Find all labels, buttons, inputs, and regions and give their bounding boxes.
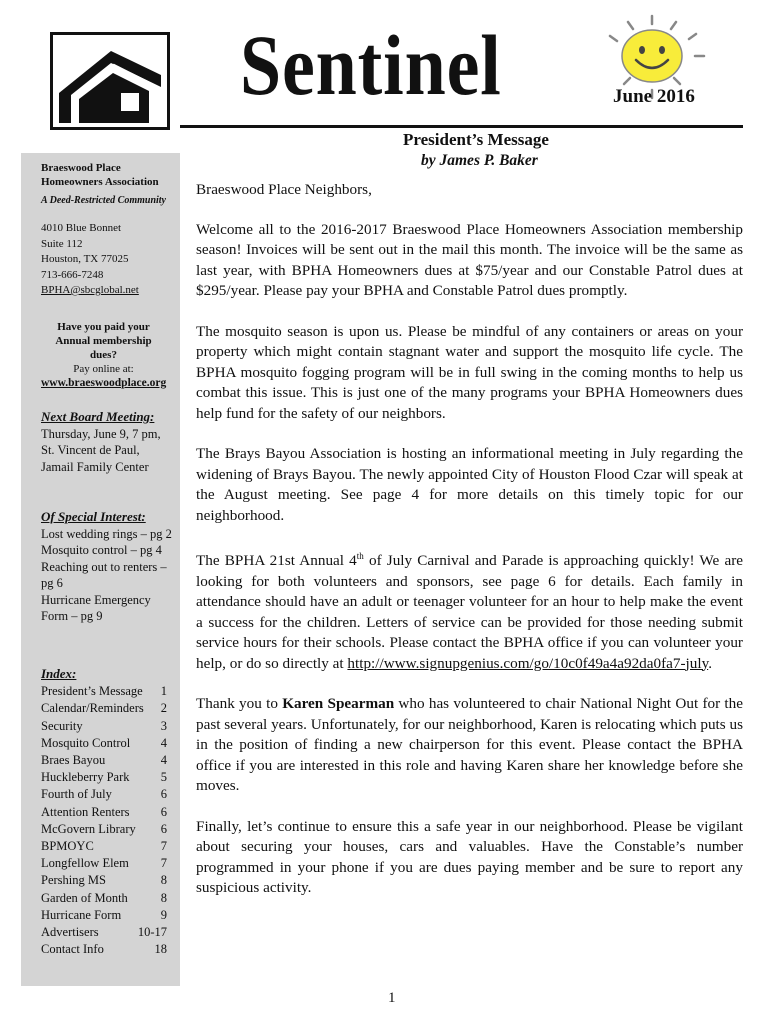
index-page: 18 <box>154 942 167 957</box>
interest-item: Mosquito control – pg 4 <box>41 543 162 557</box>
index-label: Security <box>41 718 83 733</box>
index-row <box>41 821 167 838</box>
index-row <box>41 700 167 717</box>
index-row <box>41 907 167 924</box>
header-divider <box>180 125 743 128</box>
dues-question: Have you paid your Annual membership dues? <box>55 321 152 361</box>
index-page: 6 <box>160 787 167 802</box>
index-heading: Index: <box>41 666 77 681</box>
issue-date: June 2016 <box>613 86 695 107</box>
index-page: 3 <box>160 718 167 733</box>
carnival-text-body: of July Carnival and Parade is approaching quickly! We are looking for both volunteers and sponsors, see page 6 for details. Each family in attendance should have an adult or teenager volunteer for an hour to help make the event a success for the children. Letters of service can be provided for those needing submit service hours for their schools. Please contact the BPHA office if you can volunteer your help, or do so directly at <box>196 552 743 672</box>
paragraph-mosquito: The mosquito season is upon us. Please be mindful of any containers or areas on your property which might contain stagnant water and support the mosquito life cycle. The BPHA mosquito fogging program will be in full swing in the coming months to help us combat this issue. This is just one of the many programs your BPHA Homeowners dues help fund for the safety of our neighbors. <box>196 322 743 422</box>
index-label: Calendar/Reminders <box>41 701 144 716</box>
index-row <box>41 683 167 700</box>
index-label: McGovern Library <box>41 821 136 836</box>
index-row <box>41 890 167 907</box>
org-tagline: A Deed-Restricted Community <box>41 195 166 206</box>
website-link[interactable]: www.braeswoodplace.org <box>41 377 167 389</box>
email-link[interactable]: BPHA@sbcglobal.net <box>41 284 139 296</box>
contact-address <box>41 221 139 299</box>
greeting: Braeswood Place Neighbors, <box>196 181 372 198</box>
index-label: Hurricane Form <box>41 907 122 922</box>
index-page: 9 <box>160 907 167 922</box>
paragraph-safety: Finally, let’s continue to ensure this a safe year in our neighborhood. Please be vigilant about securing your houses, cars and valuables. Have the Constable’s number programmed in your phone if you are dues paying member and be sure to report any suspicious activity. <box>196 817 743 897</box>
index-label: Huckleberry Park <box>41 770 130 785</box>
dues-reminder <box>41 320 166 390</box>
index-label: Longfellow Elem <box>41 856 129 871</box>
house-logo-icon <box>53 35 167 127</box>
special-interest-heading: Of Special Interest: <box>41 509 146 524</box>
index-page: 10-17 <box>137 925 167 940</box>
index-row <box>41 872 167 889</box>
index-row <box>41 804 167 821</box>
index-label: Attention Renters <box>41 804 130 819</box>
carnival-text-start: The BPHA 21st Annual 4 <box>196 552 357 570</box>
interest-item: Hurricane Emergency Form – pg 9 <box>41 592 151 623</box>
organization-name <box>41 161 159 189</box>
index-page: 8 <box>160 890 167 905</box>
board-meeting-heading: Next Board Meeting: <box>41 409 155 424</box>
index-label: Garden of Month <box>41 890 128 905</box>
index-row <box>41 752 167 769</box>
nno-text-body: who has volunteered to chair National Night Out for the past several years. Unfortunately, for our neighborhood, Karen is relocating which puts us in the position of finding a new chairperson for this event. Please contact the BPHA office if you are interested in this role and having Karen share her knowledge before she moves. <box>196 695 743 795</box>
index-page: 7 <box>160 839 167 854</box>
index-page: 6 <box>160 821 167 836</box>
index-row <box>41 838 167 855</box>
index <box>41 665 167 958</box>
index-label: Mosquito Control <box>41 735 131 750</box>
index-label: Pershing MS <box>41 873 106 888</box>
article-body <box>196 180 743 919</box>
address-line-3: Houston, TX 77025 <box>41 253 129 265</box>
index-page: 4 <box>160 735 167 750</box>
index-page: 7 <box>160 856 167 871</box>
association-logo <box>50 32 170 130</box>
index-row <box>41 924 167 941</box>
next-board-meeting <box>41 409 171 475</box>
index-page: 4 <box>160 753 167 768</box>
index-row <box>41 735 167 752</box>
nno-text-start: Thank you to <box>196 695 283 713</box>
pay-online-label: Pay online at: <box>73 363 134 375</box>
interest-item: Lost wedding rings – pg 2 <box>41 526 172 541</box>
newsletter-title: Sentinel <box>240 17 502 113</box>
index-label: Fourth of July <box>41 787 112 802</box>
page-number: 1 <box>388 990 396 1006</box>
index-label: Contact Info <box>41 942 104 957</box>
paragraph-brays-bayou: The Brays Bayou Association is hosting an informational meeting in July regarding the widening of Brays Bayou. The newly appointed City of Houston Flood Czar will speak at the August meeting. See page 4 for more details on this timely topic for our neighborhood. <box>196 445 743 524</box>
index-page: 1 <box>160 684 167 699</box>
interest-item: Reaching out to renters – pg 6 <box>41 559 167 590</box>
index-row <box>41 941 167 958</box>
article-title: President’s Message <box>403 130 549 149</box>
phone-number: 713-666-7248 <box>41 268 104 281</box>
index-page: 6 <box>160 804 167 819</box>
board-meeting-details: Thursday, June 9, 7 pm, St. Vincent de Paul, Jamail Family Center <box>41 426 161 474</box>
index-row <box>41 718 167 735</box>
carnival-text-end: . <box>708 654 712 672</box>
index-row <box>41 769 167 786</box>
signup-link[interactable]: http://www.signupgenius.com/go/10c0f49a4a92da0fa7-july <box>347 654 709 672</box>
paragraph-membership: Welcome all to the 2016-2017 Braeswood Place Homeowners Association membership season! Invoices will be sent out in the mail this month. The invoice will be the same as last year, with BPHA Homeowners dues at $75/year and our Constable Patrol dues at $295/year. Please pay your BPHA and Constable Patrol dues promptly. <box>196 220 743 299</box>
index-row <box>41 855 167 872</box>
index-label: President’s Message <box>41 684 143 699</box>
index-row <box>41 786 167 803</box>
org-line-2: Homeowners Association <box>41 176 159 188</box>
index-page: 5 <box>160 770 167 785</box>
ordinal-suffix: th <box>356 551 364 561</box>
article-byline: by James P. Baker <box>421 152 538 169</box>
index-label: BPMOYC <box>41 839 94 854</box>
paragraph-carnival <box>196 546 743 674</box>
special-interest <box>41 509 176 625</box>
volunteer-name: Karen Spearman <box>282 695 395 713</box>
address-line-1: 4010 Blue Bonnet <box>41 222 122 234</box>
index-page: 2 <box>160 701 167 716</box>
address-line-2: Suite 112 <box>41 237 83 250</box>
index-label: Braes Bayou <box>41 753 106 768</box>
sidebar <box>21 153 180 986</box>
org-line-1: Braeswood Place <box>41 162 121 174</box>
paragraph-national-night-out <box>196 694 743 797</box>
index-label: Advertisers <box>41 925 99 940</box>
index-page: 8 <box>160 873 167 888</box>
